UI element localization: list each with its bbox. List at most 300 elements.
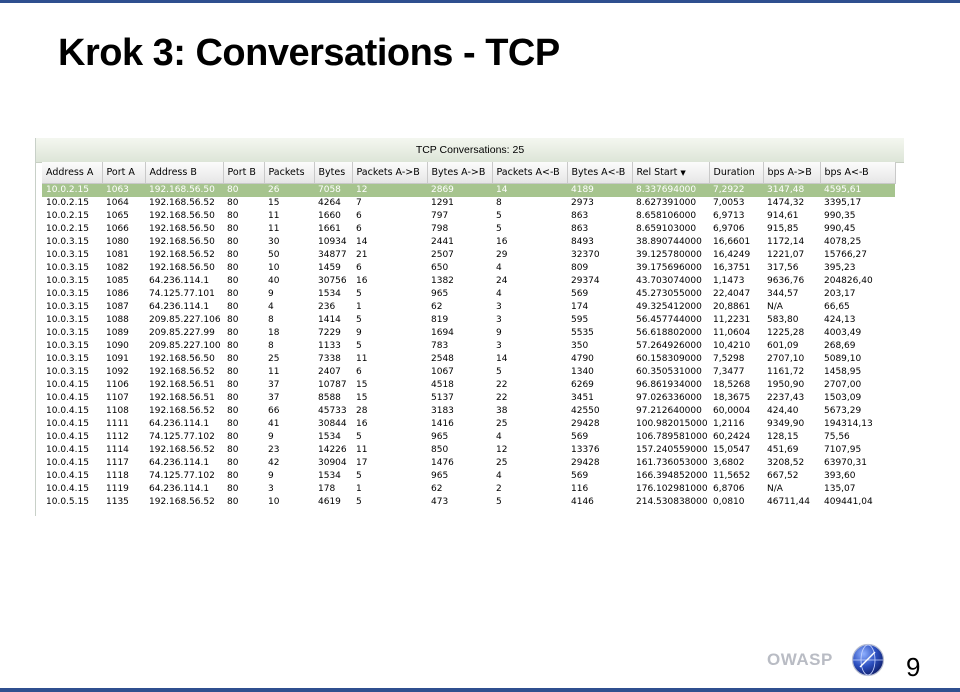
table-cell: 66 <box>268 406 280 416</box>
table-cell: 1091 <box>106 354 129 364</box>
table-cell: 6,9713 <box>713 211 745 221</box>
table-cell: 583,80 <box>767 315 799 325</box>
table-cell: 80 <box>227 354 239 364</box>
table-cell: 8493 <box>571 237 594 247</box>
table-cell: 3 <box>496 302 502 312</box>
table-cell: 3147,48 <box>763 184 820 198</box>
table-cell: 192.168.56.50 <box>145 184 223 198</box>
table-cell: 192.168.56.51 <box>149 380 215 390</box>
table-cell: 80 <box>227 198 239 208</box>
slide-title: Krok 3: Conversations - TCP <box>58 32 560 74</box>
table-row[interactable] <box>42 249 895 262</box>
table-cell: 80 <box>227 237 239 247</box>
owasp-wordmark: OWASP <box>767 650 833 669</box>
table-cell: 10.0.3.15 <box>46 328 89 338</box>
table-cell: 209.85.227.106 <box>149 315 221 325</box>
table-cell: 16 <box>356 419 368 429</box>
table-cell: 192.168.56.52 <box>149 497 215 507</box>
table-cell: 14 <box>356 237 368 247</box>
table-cell: 40 <box>268 276 280 286</box>
table-cell: 9 <box>268 432 274 442</box>
table-cell: 7107,95 <box>824 445 862 455</box>
table-cell: 569 <box>571 471 589 481</box>
column-header-label: Port B <box>227 167 256 178</box>
table-cell: 11,2231 <box>713 315 751 325</box>
table-cell: 1092 <box>106 367 129 377</box>
table-cell: 9 <box>268 471 274 481</box>
table-cell: 1080 <box>106 237 129 247</box>
column-header-label: Port A <box>106 167 135 178</box>
column-header[interactable] <box>709 162 763 184</box>
table-cell: 80 <box>227 484 239 494</box>
table-cell: 395,23 <box>824 263 856 273</box>
table-cell: 317,56 <box>767 263 799 273</box>
table-cell: 1119 <box>106 484 129 494</box>
table-row[interactable] <box>42 379 895 392</box>
table-cell: 10.0.4.15 <box>46 393 89 403</box>
column-header[interactable] <box>223 162 264 184</box>
table-row[interactable] <box>42 301 895 314</box>
table-cell: 29374 <box>571 276 600 286</box>
table-cell: 1081 <box>106 250 129 260</box>
table-cell: 64.236.114.1 <box>149 484 210 494</box>
table-cell: 10.0.3.15 <box>46 341 89 351</box>
table-cell: 1066 <box>106 224 129 234</box>
table-cell: 1291 <box>431 198 454 208</box>
table-cell: 43.703074000 <box>636 276 702 286</box>
table-cell: 63970,31 <box>824 458 867 468</box>
table-cell: 3 <box>496 341 502 351</box>
table-cell: 64.236.114.1 <box>149 302 210 312</box>
table-cell: 45.273055000 <box>636 289 702 299</box>
table-cell: 3208,52 <box>767 458 805 468</box>
page-number: 9 <box>906 652 921 682</box>
column-header[interactable] <box>314 162 352 184</box>
table-cell: 100.982015000 <box>636 419 708 429</box>
table-cell: 11 <box>356 445 368 455</box>
table-cell: 46711,44 <box>767 497 810 507</box>
table-cell: 7058 <box>314 184 352 198</box>
table-cell: 1416 <box>431 419 454 429</box>
table-cell: 601,09 <box>767 341 799 351</box>
table-cell: 2973 <box>571 198 594 208</box>
table-cell: 7,0053 <box>713 198 745 208</box>
table-cell: 80 <box>227 432 239 442</box>
table-cell: 7229 <box>318 328 341 338</box>
table-cell: 74.125.77.101 <box>149 289 215 299</box>
column-header[interactable] <box>567 162 632 184</box>
table-cell: 203,17 <box>824 289 856 299</box>
table-cell: 192.168.56.52 <box>149 367 215 377</box>
table-cell: 4189 <box>567 184 632 198</box>
table-cell: 650 <box>431 263 449 273</box>
table-cell: 64.236.114.1 <box>149 419 210 429</box>
column-header[interactable] <box>427 162 492 184</box>
table-cell: 10.0.4.15 <box>46 471 89 481</box>
table-cell: 1172,14 <box>767 237 805 247</box>
table-cell: 863 <box>571 224 589 234</box>
table-cell: 9 <box>356 328 362 338</box>
table-cell: 18 <box>268 328 280 338</box>
table-cell: 80 <box>227 328 239 338</box>
owasp-globe-icon <box>851 643 885 677</box>
table-cell: 192.168.56.50 <box>149 211 215 221</box>
table-cell: 80 <box>227 367 239 377</box>
table-cell: 60.350531000 <box>636 367 702 377</box>
table-row[interactable] <box>42 353 895 366</box>
table-cell: 5 <box>356 341 362 351</box>
table-cell: 4 <box>268 302 274 312</box>
table-cell: 8.627391000 <box>636 198 697 208</box>
table-cell: 4264 <box>318 198 341 208</box>
table-cell: 24 <box>496 276 508 286</box>
table-cell: 6 <box>356 263 362 273</box>
table-cell: 797 <box>431 211 449 221</box>
table-cell: 10.0.4.15 <box>46 484 89 494</box>
table-row[interactable] <box>42 184 895 198</box>
table-cell: 39.175696000 <box>636 263 702 273</box>
table-cell: 1133 <box>318 341 341 351</box>
table-cell: 10.0.4.15 <box>46 419 89 429</box>
table-cell: 66,65 <box>824 302 850 312</box>
table-cell: 1161,72 <box>767 367 805 377</box>
column-header[interactable] <box>632 162 709 184</box>
conversations-table <box>42 162 896 509</box>
column-header[interactable] <box>820 162 895 184</box>
table-cell: 1 <box>356 302 362 312</box>
table-cell: 1414 <box>318 315 341 325</box>
table-cell: 97.026336000 <box>636 393 702 403</box>
table-cell: 39.125780000 <box>636 250 702 260</box>
table-cell: 8.659103000 <box>636 224 697 234</box>
table-cell: 15 <box>268 198 280 208</box>
table-cell: 192.168.56.51 <box>149 393 215 403</box>
table-cell: 192.168.56.50 <box>149 263 215 273</box>
table-cell: 74.125.77.102 <box>149 471 215 481</box>
column-header-label: Rel Start <box>636 167 678 178</box>
table-cell: 3183 <box>431 406 454 416</box>
table-cell: 15 <box>356 393 368 403</box>
column-header-label: bps A->B <box>767 167 812 178</box>
table-cell: 1458,95 <box>824 367 862 377</box>
table-cell: 80 <box>227 497 239 507</box>
table-cell: 1106 <box>106 380 129 390</box>
panel-title: TCP Conversations: 25 <box>36 138 904 163</box>
table-cell: 4 <box>496 471 502 481</box>
table-cell: 10.0.3.15 <box>46 237 89 247</box>
table-cell: 18,5268 <box>713 380 751 390</box>
table-row[interactable] <box>42 405 895 418</box>
table-cell: 192.168.56.50 <box>149 354 215 364</box>
table-cell: 10,4210 <box>713 341 751 351</box>
table-cell: 409441,04 <box>824 497 873 507</box>
table-cell: 22 <box>496 380 508 390</box>
table-cell: 29428 <box>571 458 600 468</box>
table-cell: 1090 <box>106 341 129 351</box>
table-cell: 1065 <box>106 211 129 221</box>
table-cell: 4595,61 <box>820 184 895 198</box>
table-cell: 12 <box>352 184 427 198</box>
table-cell: 2707,00 <box>824 380 862 390</box>
column-header[interactable] <box>492 162 567 184</box>
table-cell: 10.0.2.15 <box>42 184 102 198</box>
table-cell: 0,0810 <box>713 497 745 507</box>
table-cell: 80 <box>227 250 239 260</box>
table-cell: 192.168.56.52 <box>149 198 215 208</box>
table-cell: 192.168.56.50 <box>149 224 215 234</box>
table-cell: 30844 <box>318 419 347 429</box>
table-cell: 209.85.227.100 <box>149 341 221 351</box>
table-row[interactable] <box>42 366 895 379</box>
table-cell: 80 <box>227 471 239 481</box>
table-cell: 2548 <box>431 354 454 364</box>
table-cell: 49.325412000 <box>636 302 702 312</box>
table-cell: 1117 <box>106 458 129 468</box>
table-cell: 64.236.114.1 <box>149 458 210 468</box>
table-cell: 595 <box>571 315 589 325</box>
table-cell: 424,13 <box>824 315 856 325</box>
table-cell: 50 <box>268 250 280 260</box>
table-cell: 9 <box>268 289 274 299</box>
table-row[interactable] <box>42 470 895 483</box>
table-cell: 10.0.4.15 <box>46 432 89 442</box>
column-header-label: Packets A<-B <box>496 167 560 178</box>
column-header[interactable] <box>102 162 145 184</box>
table-row[interactable] <box>42 210 895 223</box>
column-header[interactable] <box>145 162 223 184</box>
table-cell: 1661 <box>318 224 341 234</box>
table-cell: 5 <box>356 432 362 442</box>
column-header-label: bps A<-B <box>824 167 869 178</box>
table-row[interactable] <box>42 236 895 249</box>
table-row[interactable] <box>42 418 895 431</box>
table-cell: 7,2922 <box>709 184 763 198</box>
table-cell: 16,6601 <box>713 237 751 247</box>
table-cell: 16,4249 <box>713 250 751 260</box>
table-body <box>42 184 895 510</box>
table-cell: 2869 <box>427 184 492 198</box>
table-cell: 11 <box>268 224 280 234</box>
table-cell: 96.861934000 <box>636 380 702 390</box>
column-header[interactable] <box>352 162 427 184</box>
table-row[interactable] <box>42 327 895 340</box>
table-cell: 62 <box>431 302 443 312</box>
table-cell: 25 <box>496 458 508 468</box>
table-cell: 20,8861 <box>713 302 751 312</box>
table-cell: 473 <box>431 497 449 507</box>
table-cell: 37 <box>268 380 280 390</box>
table-cell: 10.0.4.15 <box>46 380 89 390</box>
table-cell: 863 <box>571 211 589 221</box>
table-cell: 819 <box>431 315 449 325</box>
table-cell: 5 <box>356 471 362 481</box>
table-cell: 15 <box>356 380 368 390</box>
table-cell: 56.618802000 <box>636 328 702 338</box>
table-cell: 135,07 <box>824 484 856 494</box>
table-cell: 10.0.3.15 <box>46 289 89 299</box>
table-cell: 178 <box>318 484 336 494</box>
table-cell: 350 <box>571 341 589 351</box>
table-cell: 2441 <box>431 237 454 247</box>
table-cell: N/A <box>767 484 783 494</box>
table-cell: 80 <box>227 380 239 390</box>
table-cell: 914,61 <box>767 211 799 221</box>
table-cell: 1063 <box>102 184 145 198</box>
table-cell: 13376 <box>571 445 600 455</box>
table-cell: 14 <box>496 354 508 364</box>
table-cell: 10.0.3.15 <box>46 250 89 260</box>
column-header-label: Bytes <box>318 167 346 178</box>
table-row[interactable] <box>42 392 895 405</box>
table-cell: 166.394852000 <box>636 471 708 481</box>
table-cell: 798 <box>431 224 449 234</box>
table-cell: 7,5298 <box>713 354 745 364</box>
table-row[interactable] <box>42 444 895 457</box>
table-cell: 10.0.4.15 <box>46 406 89 416</box>
sort-descending-icon: ▼ <box>680 169 686 177</box>
table-cell: 192.168.56.52 <box>149 250 215 260</box>
table-cell: 16 <box>356 276 368 286</box>
table-cell: 80 <box>227 211 239 221</box>
table-cell: 1225,28 <box>767 328 805 338</box>
table-cell: 1660 <box>318 211 341 221</box>
table-cell: 6,9706 <box>713 224 745 234</box>
table-cell: 15,0547 <box>713 445 751 455</box>
table-row[interactable] <box>42 275 895 288</box>
table-cell: 5535 <box>571 328 594 338</box>
table-row[interactable] <box>42 483 895 496</box>
table-cell: 569 <box>571 289 589 299</box>
column-header-label: Packets A->B <box>356 167 420 178</box>
table-cell: 22 <box>496 393 508 403</box>
table-cell: 10934 <box>318 237 347 247</box>
table-cell: 60,2424 <box>713 432 751 442</box>
table-cell: 1,1473 <box>713 276 745 286</box>
table-cell: 1474,32 <box>767 198 805 208</box>
table-cell: 3,6802 <box>713 458 745 468</box>
table-row[interactable] <box>42 288 895 301</box>
table-row[interactable] <box>42 431 895 444</box>
table-cell: N/A <box>767 302 783 312</box>
table-cell: 75,56 <box>824 432 850 442</box>
table-cell: 10.0.3.15 <box>46 367 89 377</box>
tcp-conversations-panel <box>35 138 904 516</box>
table-cell: 29 <box>496 250 508 260</box>
table-cell: 6 <box>356 211 362 221</box>
table-cell: 128,15 <box>767 432 799 442</box>
table-cell: 344,57 <box>767 289 799 299</box>
table-cell: 34877 <box>318 250 347 260</box>
table-cell: 1067 <box>431 367 454 377</box>
table-cell: 915,85 <box>767 224 799 234</box>
table-cell: 7,3477 <box>713 367 745 377</box>
table-cell: 30756 <box>318 276 347 286</box>
table-cell: 80 <box>227 445 239 455</box>
table-cell: 80 <box>227 302 239 312</box>
table-cell: 15766,27 <box>824 250 867 260</box>
table-cell: 204826,40 <box>824 276 873 286</box>
table-cell: 28 <box>356 406 368 416</box>
table-cell: 74.125.77.102 <box>149 432 215 442</box>
table-cell: 4078,25 <box>824 237 862 247</box>
table-row[interactable] <box>42 457 895 470</box>
table-cell: 990,35 <box>824 211 856 221</box>
table-cell: 106.789581000 <box>636 432 708 442</box>
table-cell: 1534 <box>318 471 341 481</box>
column-header[interactable] <box>763 162 820 184</box>
table-cell: 60.158309000 <box>636 354 702 364</box>
table-cell: 1089 <box>106 328 129 338</box>
table-cell: 4 <box>496 432 502 442</box>
table-cell: 26 <box>264 184 314 198</box>
table-cell: 6,8706 <box>713 484 745 494</box>
table-cell: 4146 <box>571 497 594 507</box>
table-cell: 1340 <box>571 367 594 377</box>
table-cell: 9636,76 <box>767 276 805 286</box>
table-cell: 192.168.56.52 <box>149 445 215 455</box>
table-cell: 1082 <box>106 263 129 273</box>
table-cell: 56.457744000 <box>636 315 702 325</box>
table-cell: 10.0.2.15 <box>46 198 89 208</box>
table-row[interactable] <box>42 223 895 236</box>
table-cell: 5 <box>496 367 502 377</box>
table-cell: 4 <box>496 263 502 273</box>
table-cell: 80 <box>223 184 264 198</box>
table-cell: 1476 <box>431 458 454 468</box>
table-cell: 2 <box>496 484 502 494</box>
table-cell: 1088 <box>106 315 129 325</box>
table-cell: 8 <box>496 198 502 208</box>
table-cell: 2707,10 <box>767 354 805 364</box>
table-cell: 5 <box>356 315 362 325</box>
table-row[interactable] <box>42 496 895 509</box>
column-header[interactable] <box>42 162 102 184</box>
table-cell: 5 <box>356 497 362 507</box>
table-cell: 1087 <box>106 302 129 312</box>
table-cell: 10787 <box>318 380 347 390</box>
column-header[interactable] <box>264 162 314 184</box>
table-cell: 3395,17 <box>824 198 862 208</box>
table-row[interactable] <box>42 197 895 210</box>
table-cell: 8.658106000 <box>636 211 697 221</box>
table-cell: 965 <box>431 432 449 442</box>
table-cell: 10.0.3.15 <box>46 263 89 273</box>
table-cell: 25 <box>496 419 508 429</box>
table-cell: 8.337694000 <box>632 184 709 198</box>
table-cell: 80 <box>227 458 239 468</box>
table-cell: 10.0.3.15 <box>46 354 89 364</box>
table-cell: 1459 <box>318 263 341 273</box>
table-cell: 38 <box>496 406 508 416</box>
bottom-rule <box>0 688 960 692</box>
table-cell: 8 <box>268 341 274 351</box>
column-header-label: Packets <box>268 167 305 178</box>
table-cell: 80 <box>227 393 239 403</box>
table-cell: 22,4047 <box>713 289 751 299</box>
table-cell: 1221,07 <box>767 250 805 260</box>
table-cell: 1085 <box>106 276 129 286</box>
table-row[interactable] <box>42 314 895 327</box>
table-cell: 11 <box>268 367 280 377</box>
column-header-label: Bytes A<-B <box>571 167 626 178</box>
table-cell: 62 <box>431 484 443 494</box>
table-cell: 1 <box>356 484 362 494</box>
table-cell: 80 <box>227 289 239 299</box>
table-row[interactable] <box>42 340 895 353</box>
table-cell: 7338 <box>318 354 341 364</box>
table-row[interactable] <box>42 262 895 275</box>
table-cell: 1118 <box>106 471 129 481</box>
